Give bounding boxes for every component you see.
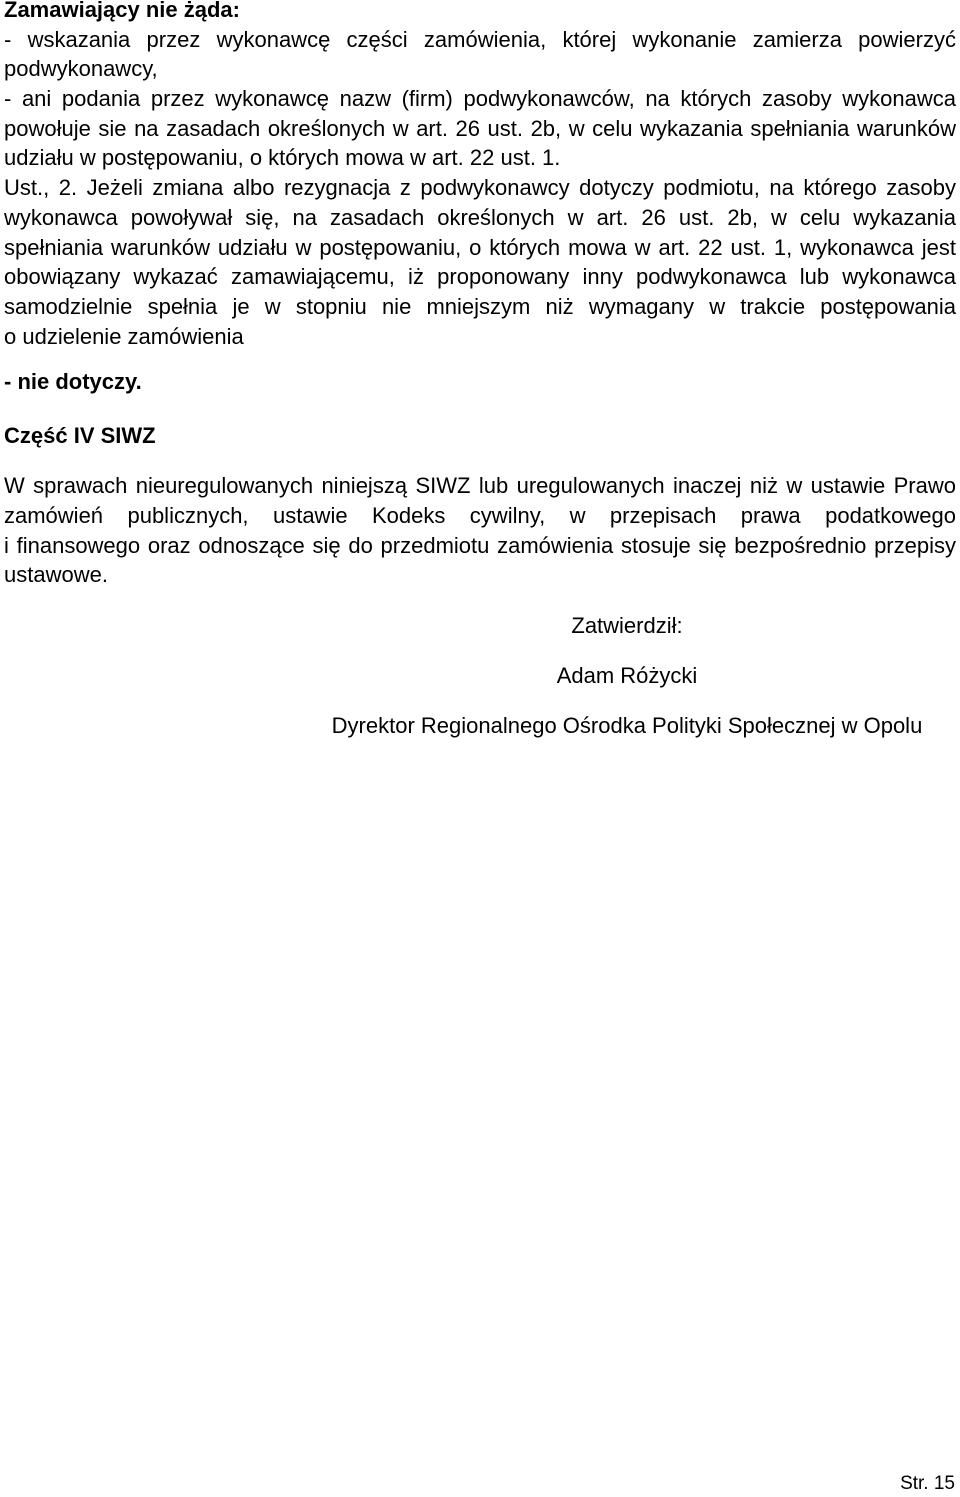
text-line: W sprawach nieuregulowanych niniejszą SIWZ lub uregulowanych inaczej niż w ustawie Prawo [4, 473, 956, 499]
requirements-paragraph [4, 25, 956, 352]
text-line: Ust., 2. Jeżeli zmiana albo rezygnacja z podwykonawcy dotyczy podmiotu, na którego zasoby [4, 175, 956, 201]
page-number: Str. 15 [900, 1473, 955, 1494]
text-line: powołuje sie na zasadach określonych w art. 26 ust. 2b, w celu wykazania spełniania warunków [4, 115, 956, 141]
text-line: - ani podania przez wykonawcę nazw (firm) podwykonawców, na których zasoby wykonawca [4, 86, 956, 112]
signature-block [324, 611, 930, 761]
not-applicable-note: - nie dotyczy. [4, 369, 142, 395]
document-body [4, 0, 956, 590]
signatory-position: Dyrektor Regionalnego Ośrodka Polityki Społecznej w Opolu [331, 712, 923, 738]
text-line: samodzielnie spełnia je w stopniu nie mniejszym niż wymagany w trakcie postępowania [4, 293, 956, 319]
text-line: i finansowego oraz odnoszące się do przedmiotu zamówienia stosuje się bezpośrednio przepisy [4, 532, 956, 558]
part-heading: Część IV SIWZ [4, 422, 156, 448]
part-iv-paragraph [4, 471, 956, 590]
text-line: spełniania warunków udziału w postępowaniu, o których mowa w art. 22 ust. 1, wykonawca jest [4, 234, 956, 260]
text-line: udziału w postępowaniu, o których mowa w art. 22 ust. 1. [4, 145, 561, 171]
text-line: wykonawca powoływał się, na zasadach określonych w art. 26 ust. 2b, w celu wykazania [4, 204, 956, 230]
text-line: - wskazania przez wykonawcę części zamówienia, której wykonanie zamierza powierzyć [4, 26, 956, 52]
signatory-name: Adam Różycki [556, 662, 698, 688]
text-line: zamówień publicznych, ustawie Kodeks cywilny, w przepisach prawa podatkowego [4, 502, 956, 528]
text-line: podwykonawcy, [4, 56, 158, 82]
section-heading: Zamawiający nie żąda: [4, 0, 240, 22]
text-line: obowiązany wykazać zamawiającemu, iż proponowany inny podwykonawca lub wykonawca [4, 264, 956, 290]
text-line: o udzielenie zamówienia [4, 323, 244, 349]
signature-label: Zatwierdził: [571, 613, 683, 638]
text-line: ustawowe. [4, 562, 108, 588]
